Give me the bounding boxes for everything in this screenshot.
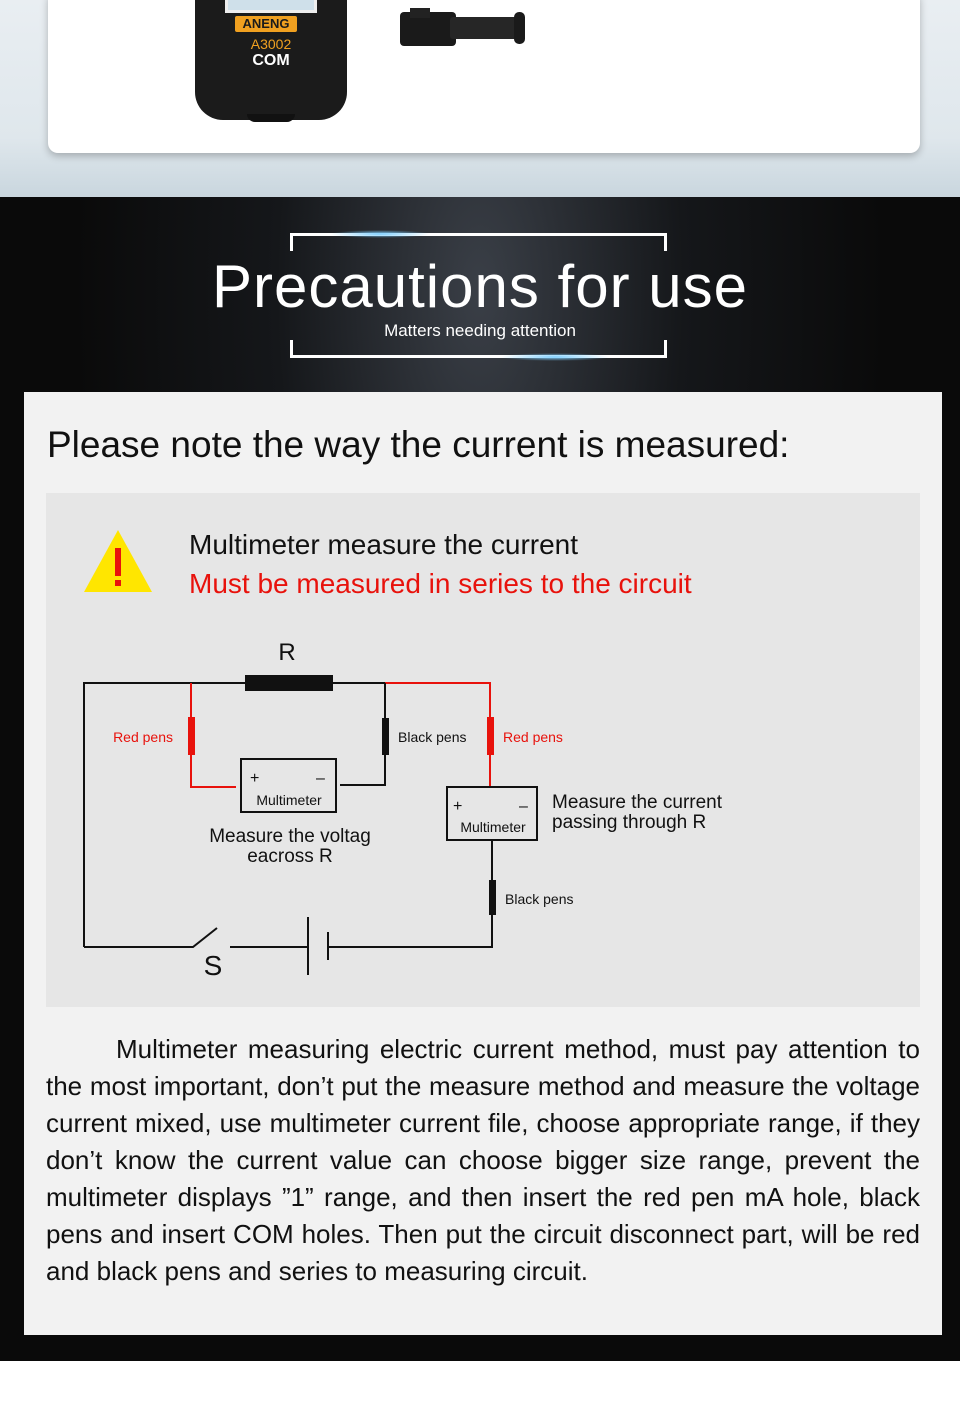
black-pens-top-label: Black pens — [398, 729, 467, 745]
black-pen-bottom — [489, 880, 496, 915]
current-caption: passing through R — [552, 812, 707, 833]
glow-accent — [330, 230, 430, 238]
meter-brand: ANENG — [235, 16, 297, 32]
black-pen-top — [382, 718, 389, 755]
instructions-paragraph: Multimeter measuring electric current method, must pay attention to the most important, don’t put the measure method and measure the voltage current mixed, use multimeter current file, choose appropriate range, if they don’t know the current value can choose bigger size range, prevent the multimeter displays ”1” range, and then insert the red pen mA hole, black pens and insert COM holes. Then put the circuit disconnect part, will be red and black pens and series to measuring circuit. — [46, 1034, 920, 1286]
red-pen-left — [188, 717, 195, 755]
meter-model: A3002 — [250, 36, 292, 52]
section-subtitle: Matters needing attention — [384, 321, 576, 340]
current-caption: Measure the current — [552, 792, 723, 813]
probe-connector-image — [400, 8, 525, 46]
section-title: Precautions for use — [212, 253, 748, 320]
minus-sign: – — [519, 798, 528, 815]
resistor — [245, 675, 333, 691]
meter-com-label: COM — [252, 52, 290, 69]
multimeter-left-label: Multimeter — [256, 792, 322, 808]
warning-line-2: Must be measured in series to the circuit — [189, 568, 692, 599]
wire-top-left — [84, 683, 385, 947]
glow-accent — [500, 353, 610, 361]
red-pens-left-label: Red pens — [113, 729, 173, 745]
panel-heading: Please note the way the current is measured: — [47, 424, 790, 465]
voltage-caption: eacross R — [247, 846, 333, 867]
red-pens-right-label: Red pens — [503, 729, 563, 745]
minus-sign: – — [316, 770, 325, 787]
multimeter-image — [195, 0, 347, 120]
meter-foot — [247, 114, 295, 122]
circuit-diagram — [46, 493, 920, 1007]
meter-screen — [225, 0, 317, 13]
red-pen-right — [487, 717, 494, 755]
voltage-caption: Measure the voltag — [209, 826, 371, 847]
title-bracket-bottom — [290, 340, 667, 358]
warning-line-1: Multimeter measure the current — [189, 529, 579, 560]
wire-red-left — [191, 683, 236, 787]
product-banner — [0, 0, 960, 197]
black-pens-bottom-label: Black pens — [505, 891, 574, 907]
wire-black-top — [340, 683, 385, 785]
plus-sign: + — [453, 798, 463, 815]
switch — [84, 928, 217, 947]
multimeter-right-label: Multimeter — [460, 819, 526, 835]
plus-sign: + — [250, 770, 260, 787]
resistor-label: R — [278, 639, 296, 666]
switch-label: S — [203, 950, 223, 981]
